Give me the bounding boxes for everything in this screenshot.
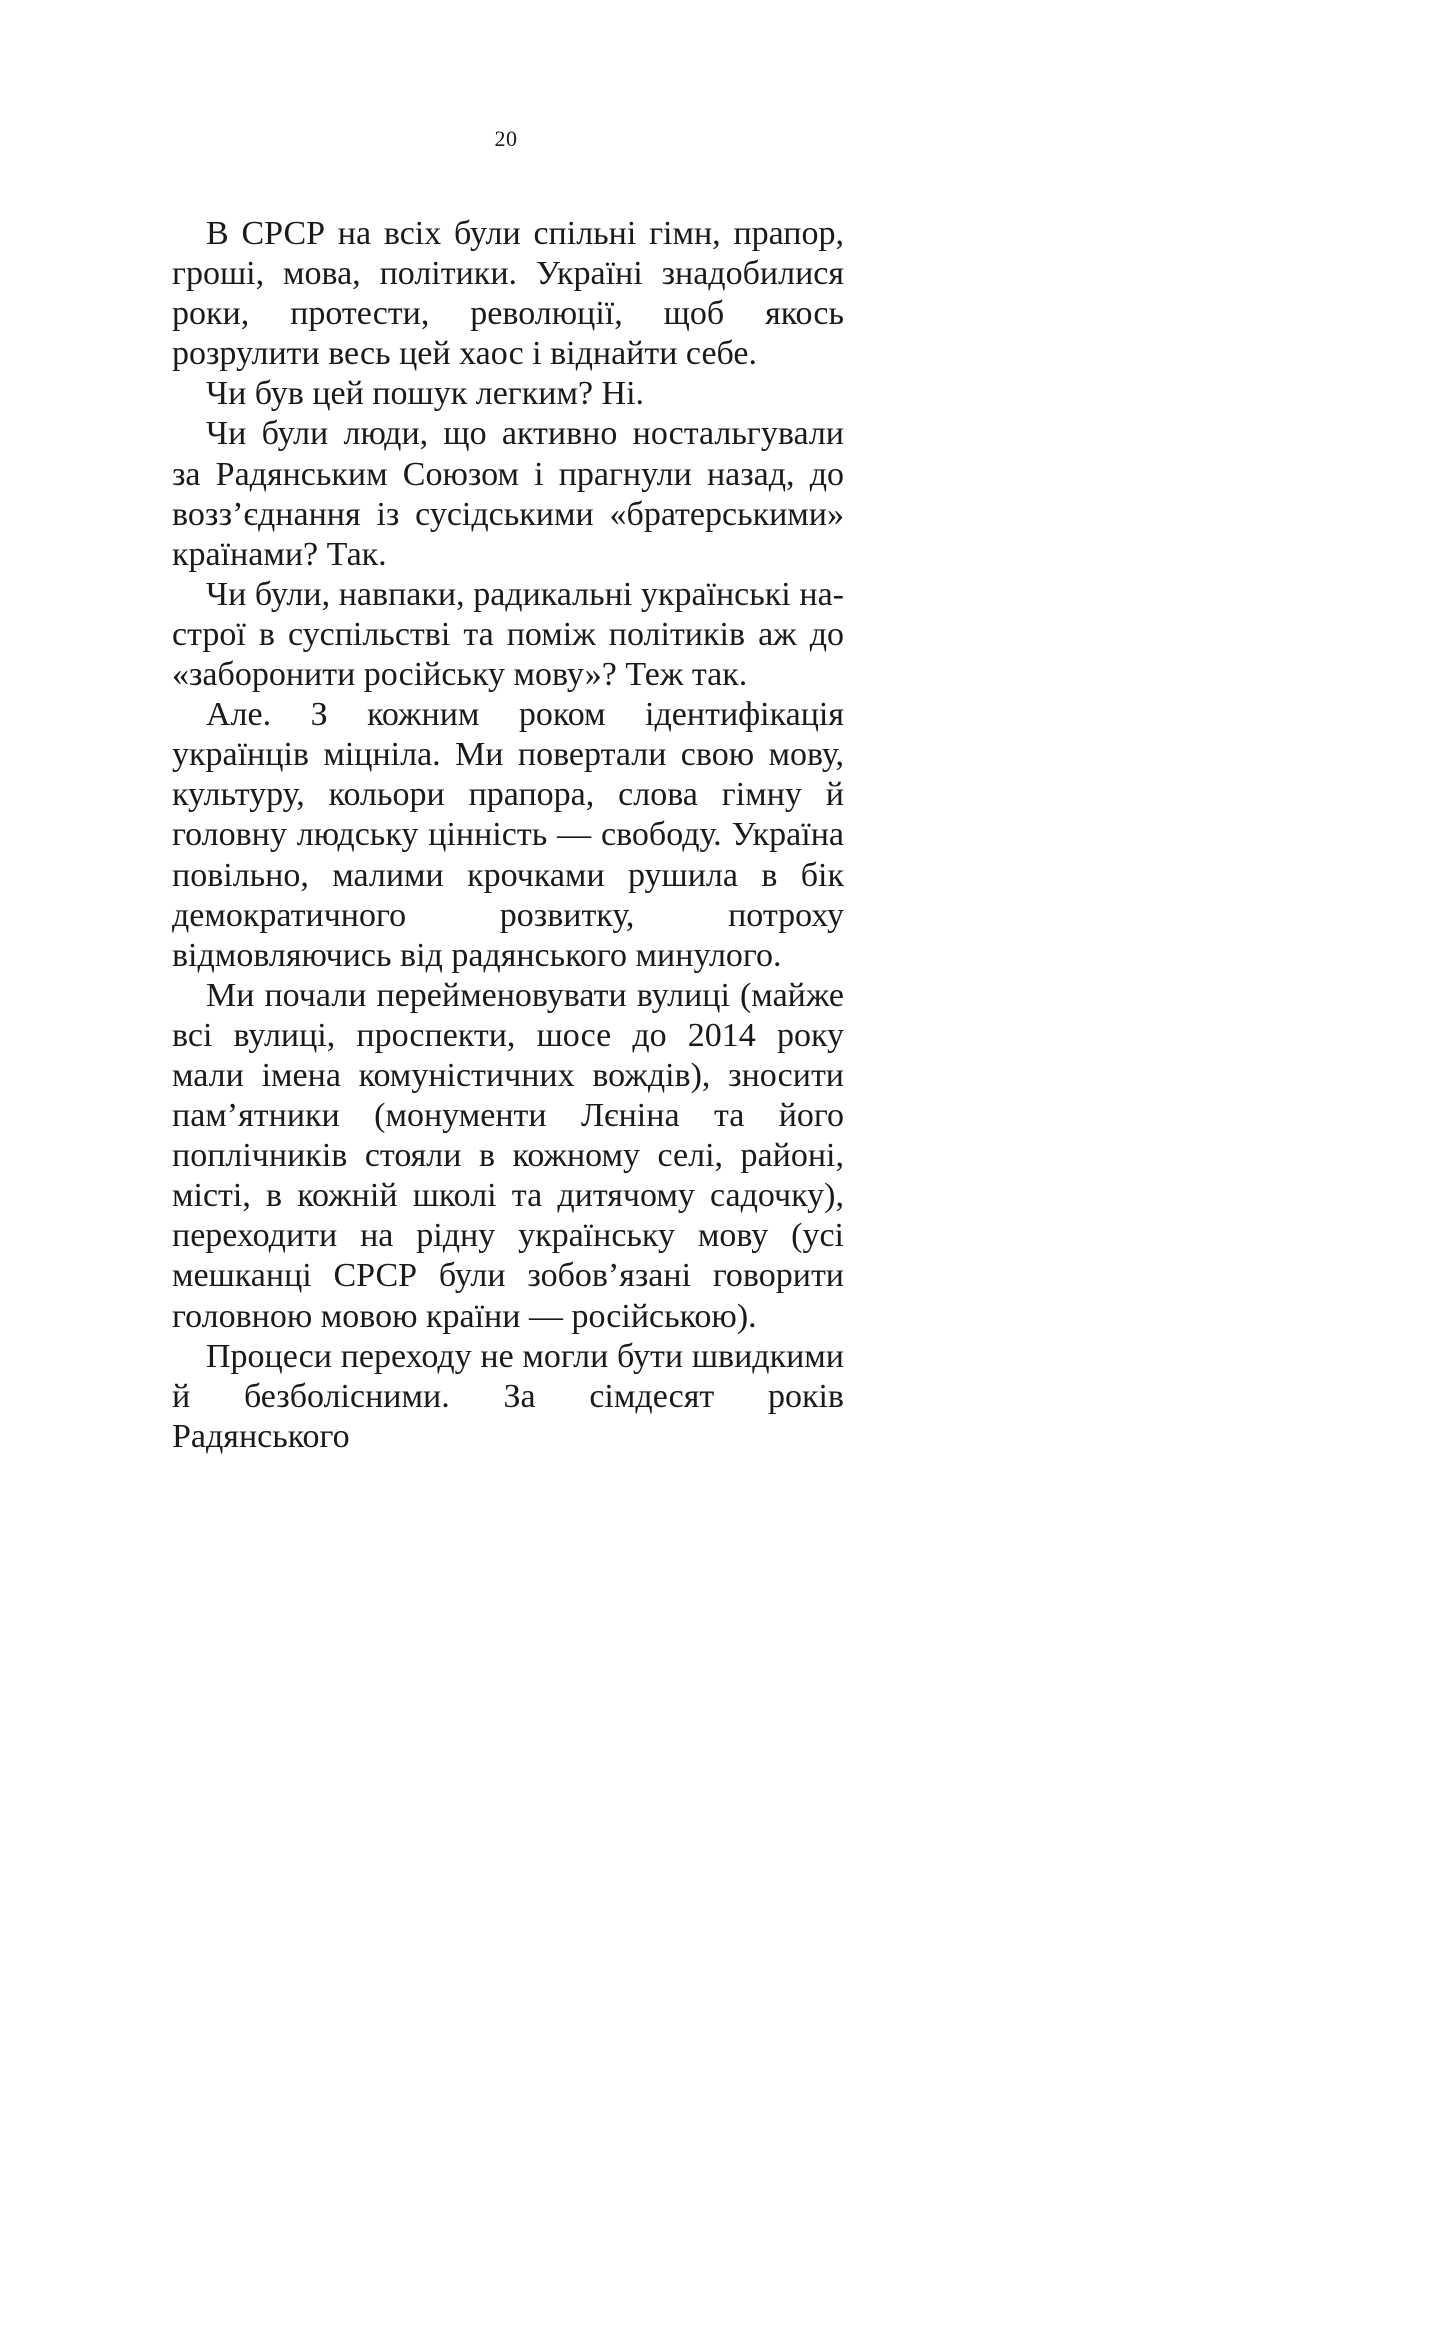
body-text — [172, 214, 844, 1457]
paragraph: Але. З кожним роком ідентифікація українців міцніла. Ми повертали свою мову, культуру, кольори прапора, слова гімну й головну людську цінність — свободу. Україна повільно, малими крочками рушила в бік демократичного розвитку, потроху відмовляючись від радянського минулого. — [172, 696, 844, 974]
page-number: 20 — [494, 126, 518, 151]
paragraph: Процеси переходу не могли бути швидкими й безболісними. За сімдесят років Радянського — [172, 1337, 844, 1455]
paragraph: Ми почали перейменовувати вулиці (майже всі вулиці, проспекти, шосе до 2014 року мали імена комуністичних вождів), зносити пам’ятники (монументи Лєніна та його поплічників стояли в кожному селі, районі, місті, в кожній школі та дитячому садочку), переходити на рідну українську мову (усі мешканці СРСР були зобов’язані говорити головною мовою країни — російською). — [172, 976, 844, 1335]
paragraph: Чи були люди, що активно ностальгували за Радянським Союзом і прагнули назад, до возз’єднання із сусідськими «братерськими» країнами? Так. — [172, 415, 844, 573]
book-page — [0, 0, 980, 1595]
paragraph: Чи був цей пошук легким? Ні. — [206, 375, 645, 413]
paragraph: В СРСР на всіх були спільні гімн, прапор, гроші, мова, політики. Україні знадобилися роки, протести, революції, щоб якось розрулити весь цей хаос і віднайти себе. — [172, 215, 844, 373]
paragraph: Чи були, навпаки, радикальні українські настрої в суспільстві та поміж політиків аж до «заборонити російську мову»? Теж так. — [172, 575, 844, 694]
